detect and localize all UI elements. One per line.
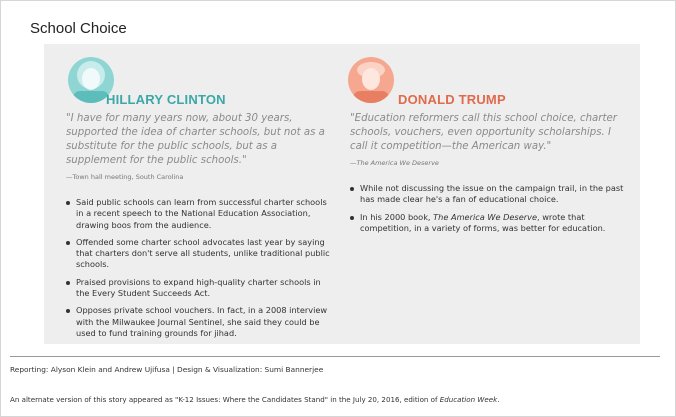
publication-name: Education Week (439, 395, 498, 404)
candidates-panel (44, 44, 640, 344)
clinton-positions-list (64, 197, 334, 345)
list-item: Praised provisions to expand high-quality charter schools in the Every Student Succeeds Act. (64, 277, 334, 300)
list-item: Said public schools can learn from successful charter schools in a recent speech to the National Education Association, drawing boos from the audience. (64, 197, 334, 231)
trump-source-dash: — (350, 159, 357, 167)
credits-line: Reporting: Alyson Klein and Andrew Ujifusa | Design & Visualization: Sumi Bannerjee (10, 365, 324, 374)
trump-bullet-text: In his 2000 book, (360, 211, 434, 222)
list-item: Offended some charter school advocates last year by saying that charters don't serve all students, unlike traditional public schools. (64, 237, 334, 271)
trump-quote-source (350, 159, 439, 167)
clinton-quote-source: —Town hall meeting, South Carolina (66, 173, 184, 181)
trump-bullet-text-end: , wrote that competition, in a variety of forms, was better for education. (360, 211, 606, 233)
clinton-quote: "I have for many years now, about 30 years, supported the idea of charter schools, but not as a substitute for the public schools, but as a supplement for the public schools." (66, 113, 325, 166)
trump-name: DONALD TRUMP (398, 92, 506, 107)
publication-note (10, 395, 499, 404)
page-title: School Choice (30, 20, 127, 37)
clinton-name: HILLARY CLINTON (106, 92, 226, 107)
list-item (348, 212, 630, 235)
footer-divider (10, 356, 660, 357)
trump-quote: "Education reformers call this school choice, charter schools, vouchers, even opportunity scholarships. I call it competition—the American way." (350, 113, 617, 152)
trump-positions-list (348, 183, 630, 240)
trump-source-title: The America We Deserve (356, 159, 439, 167)
note-end: . (497, 395, 500, 404)
list-item: While not discussing the issue on the campaign trail, in the past has made clear he's a fan of educational choice. (348, 183, 630, 206)
trump-portrait-icon (348, 57, 394, 103)
note-text: An alternate version of this story appeared as "K-12 Issues: Where the Candidates Stand" in the July 20, 2016, edition of (10, 395, 440, 404)
trump-book-title: The America We Deserve (433, 211, 537, 222)
list-item: Opposes private school vouchers. In fact, in a 2008 interview with the Milwaukee Journal Sentinel, she said they could be used to fund training grounds for jihad. (64, 305, 334, 339)
